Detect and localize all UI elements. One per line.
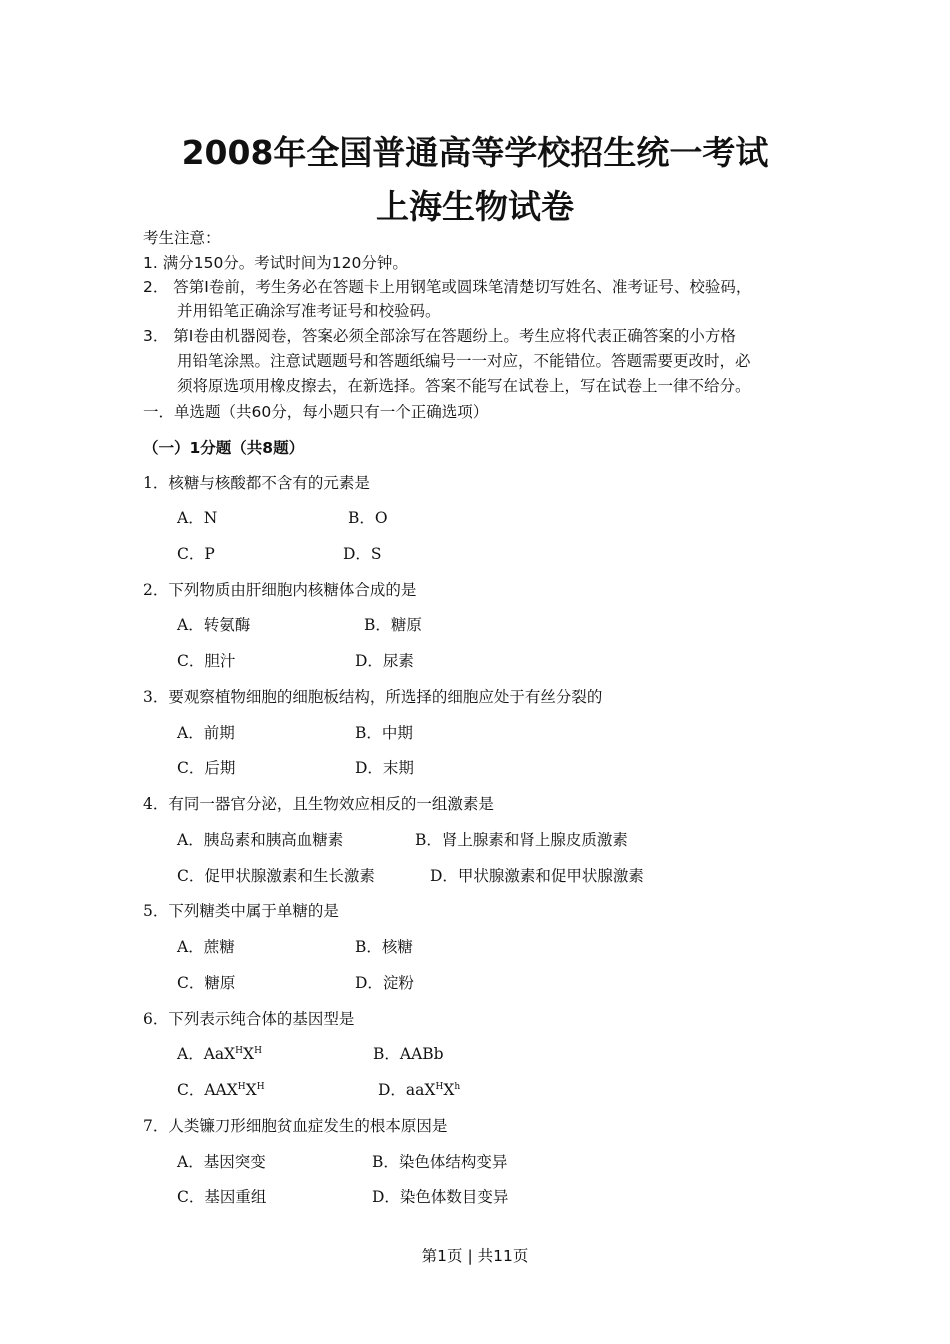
question-3-stem: 3．要观察植物细胞的细胞板结构，所选择的细胞应处于有丝分裂的 [143, 688, 603, 706]
question-1-option-b: B．O [348, 509, 388, 527]
question-5-option-c: C．糖原 [177, 974, 236, 992]
question-4-option-a: A．胰岛素和胰高血糖素 [177, 831, 344, 849]
question-6-stem: 6．下列表示纯合体的基因型是 [143, 1010, 355, 1028]
question-4-option-b: B．肾上腺素和肾上腺皮质激素 [415, 831, 628, 849]
notice-item-3: 3． 第Ⅰ卷由机器阅卷，答案必须全部涂写在答题纷上。考生应将代表正确答案的小方格 [143, 327, 736, 345]
question-3-option-b: B．中期 [355, 724, 413, 742]
question-2-option-b: B．糖原 [364, 616, 422, 634]
notice-item-3-cont1: 用铅笔涂黑。注意试题题号和答题纸编号一一对应，不能错位。答题需要更改时，必 [177, 352, 751, 370]
question-3-option-c: C．后期 [177, 759, 236, 777]
question-7-option-d: D．染色体数目变异 [372, 1188, 509, 1206]
question-6-option-a: A．$AaX^HX^H$ [177, 1045, 262, 1063]
question-2-option-c: C．胆汁 [177, 652, 236, 670]
question-6-option-b: B．AABb [373, 1045, 444, 1063]
question-4-option-d: D．甲状腺激素和促甲状腺激素 [430, 867, 644, 885]
question-7-option-b: B．染色体结构变异 [372, 1153, 508, 1171]
notice-item-2: 2． 答第Ⅰ卷前，考生务必在答题卡上用钢笔或圆珠笔清楚切写姓名、准考证号、校验码， [143, 278, 752, 296]
question-7-option-a: A．基因突变 [177, 1153, 266, 1171]
notice-item-1: 1. 满分150分。考试时间为120分钟。 [143, 254, 408, 272]
notice-heading: 考生注意： [143, 229, 221, 247]
question-1-option-a: A．N [177, 509, 218, 527]
question-7-stem: 7．人类镰刀形细胞贫血症发生的根本原因是 [143, 1117, 448, 1135]
question-2-option-a: A．转氨酶 [177, 616, 251, 634]
question-6-option-c: C．$AAX^HX^H$ [177, 1081, 265, 1099]
question-3-option-d: D．末期 [355, 759, 414, 777]
section-heading: 一．单选题（共60分，每小题只有一个正确选项） [143, 403, 489, 421]
question-1-option-c: C．P [177, 545, 215, 563]
notice-item-2-cont: 并用铅笔正确涂写准考证号和校验码。 [177, 302, 441, 320]
question-1-stem: 1．核糖与核酸都不含有的元素是 [143, 474, 370, 492]
question-4-option-c: C．促甲状腺激素和生长激素 [177, 867, 375, 885]
question-5-stem: 5．下列糖类中属于单糖的是 [143, 902, 339, 920]
exam-title: 2008年全国普通高等学校招生统一考试 [181, 133, 769, 172]
question-3-option-a: A．前期 [177, 724, 235, 742]
question-2-option-d: D．尿素 [355, 652, 414, 670]
exam-subtitle: 上海生物试卷 [376, 187, 574, 226]
subsection-heading: （一）1分题（共8题） [143, 439, 305, 457]
question-2-stem: 2．下列物质由肝细胞内核糖体合成的是 [143, 581, 417, 599]
page-footer: 第1页 | 共11页 [421, 1247, 529, 1265]
question-5-option-d: D．淀粉 [355, 974, 414, 992]
question-4-stem: 4．有同一器官分泌，且生物效应相反的一组激素是 [143, 795, 494, 813]
notice-item-3-cont2: 须将原选项用橡皮擦去，在新选择。答案不能写在试卷上，写在试卷上一律不给分。 [177, 377, 751, 395]
question-7-option-c: C．基因重组 [177, 1188, 267, 1206]
question-1-option-d: D．S [343, 545, 382, 563]
question-5-option-b: B．核糖 [355, 938, 413, 956]
question-5-option-a: A．蔗糖 [177, 938, 235, 956]
question-6-option-d: D．$aaX^HX^h$ [378, 1081, 461, 1099]
